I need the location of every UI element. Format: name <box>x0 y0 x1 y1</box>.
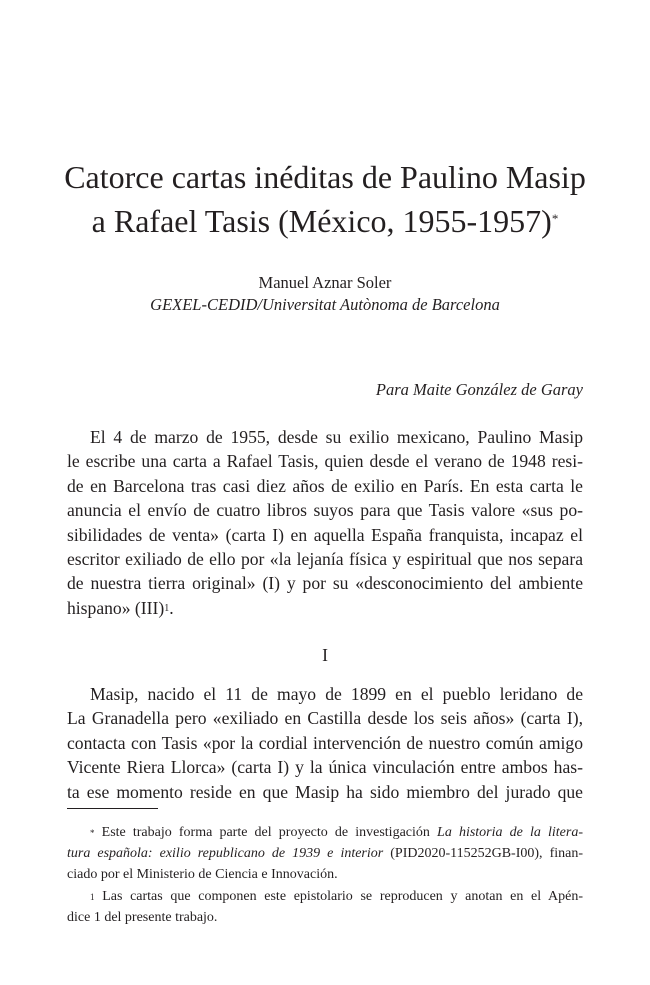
p1-last-tail: . <box>169 597 174 618</box>
p1-line: escritor exiliado de ello por «la lejanía física y espiritual que nos separa <box>67 549 583 570</box>
footnote-star-mark: * <box>90 828 95 838</box>
p2-line: contacta con Tasis «por la cordial intervención de nuestro común amigo <box>67 732 583 753</box>
footnote-star-title-cont: tura española: exilio republicano de 1939 <box>67 846 321 862</box>
title-footnote-mark: * <box>551 211 559 226</box>
footnote-star-title: La historia de la litera- <box>437 825 584 840</box>
footnote-1-mark: 1 <box>90 891 95 902</box>
title-line-1: Catorce cartas inéditas de Paulino Masip <box>64 159 586 195</box>
footnote-star-conj: e <box>320 846 341 862</box>
footnote-1-line-1 <box>67 886 583 907</box>
paragraph-2 <box>67 682 583 804</box>
p1-last-text: hispano» (III) <box>67 597 165 618</box>
footnote-star-title-end: interior <box>340 846 384 862</box>
p2-line: Masip, nacido el 11 de mayo de 1899 en el pueblo leridano de <box>90 684 583 704</box>
footnote-1-line-2: dice 1 del presente trabajo. <box>67 909 218 925</box>
footnote-star-line-3: ciado por el Ministerio de Ciencia e Innovación. <box>67 867 338 883</box>
article-title <box>40 155 610 243</box>
footnote-star-text: Este trabajo forma parte del proyecto de investigación <box>101 825 438 840</box>
footnote-star-line-2 <box>67 843 583 864</box>
title-line-2 <box>40 199 610 243</box>
footnote-1-text: Las cartas que componen este epistolario se reproducen y anotan en el Apén- <box>102 888 584 904</box>
title-line-2-text: a Rafael Tasis (México, 1955-1957) <box>91 203 552 239</box>
p1-line: le escribe una carta a Rafael Tasis, quien desde el verano de 1948 resi- <box>67 451 583 472</box>
p1-line: de en Barcelona tras casi diez años de exilio en París. En esta carta le <box>67 475 583 496</box>
p2-line: Vicente Riera Llorca» (carta I) y la única vinculación entre ambos has- <box>67 757 583 778</box>
p1-line: anuncia el envío de cuatro libros suyos para que Tasis valore «sus po- <box>67 500 583 521</box>
paragraph-1 <box>67 425 583 620</box>
section-number: I <box>322 645 328 665</box>
p1-line: sibilidades de venta» (carta I) en aquella España franquista, incapaz el <box>67 524 583 545</box>
footnote-ref-1: 1 <box>164 602 170 614</box>
dedication: Para Maite González de Garay <box>375 380 583 399</box>
author-affiliation: GEXEL-CEDID/Universitat Autònoma de Barcelona <box>150 295 500 314</box>
p2-line: ta ese momento reside en que Masip ha sido miembro del jurado que <box>67 781 583 802</box>
footnote-star-project: (PID2020-115252GB-I00), finan- <box>383 846 584 862</box>
author-name: Manuel Aznar Soler <box>258 273 392 292</box>
footnote-star-line-1 <box>67 822 583 843</box>
footnotes <box>67 822 583 928</box>
author-block <box>40 272 610 316</box>
p1-line: de nuestra tierra original» (I) y por su «desconocimiento del ambiente <box>67 573 583 594</box>
p1-line-last <box>67 596 583 620</box>
p1-line: El 4 de marzo de 1955, desde su exilio mexicano, Paulino Masip <box>90 427 583 447</box>
footnote-separator <box>67 808 158 809</box>
p2-line: La Granadella pero «exiliado en Castilla desde los seis años» (carta I), <box>67 708 583 729</box>
